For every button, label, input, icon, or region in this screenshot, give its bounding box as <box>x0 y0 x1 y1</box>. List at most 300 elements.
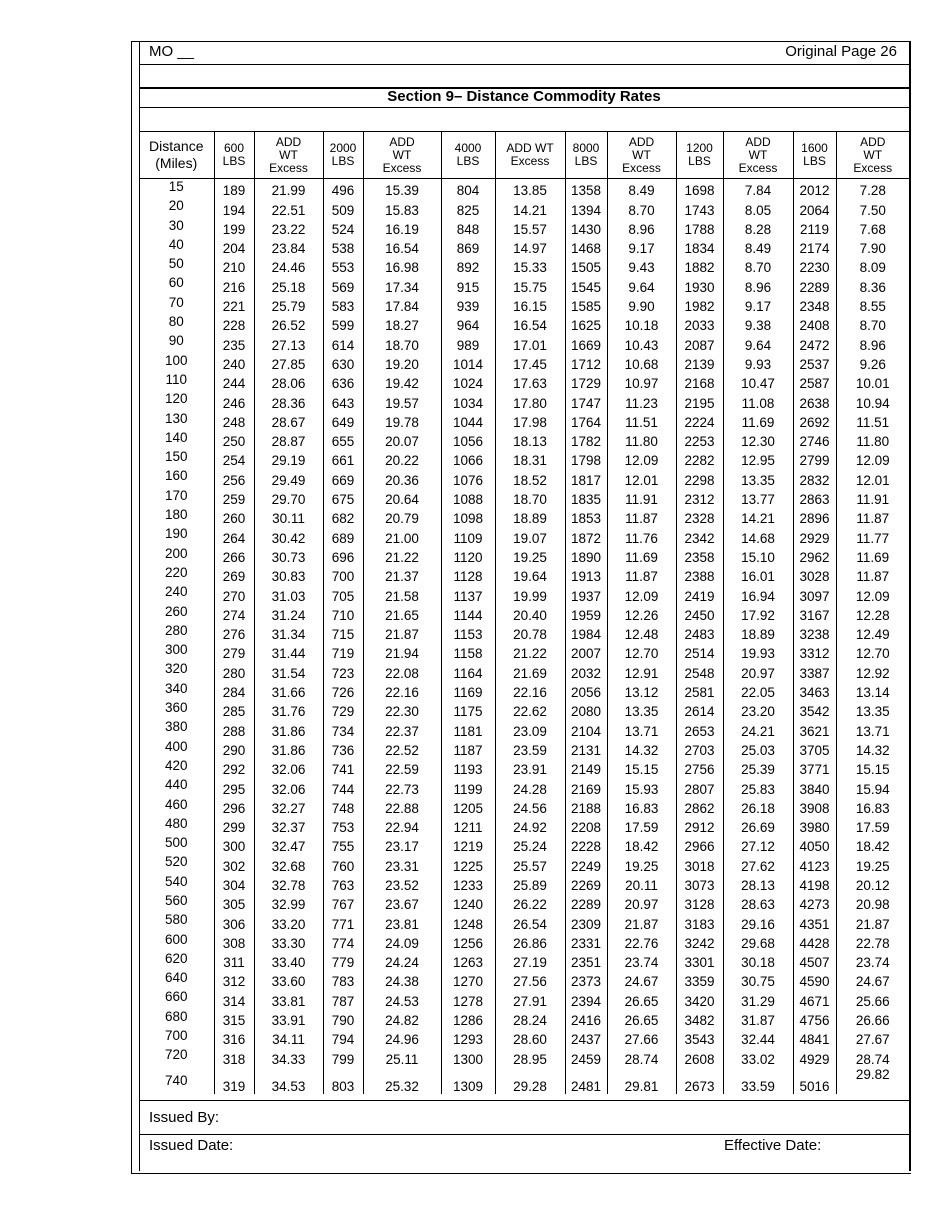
rate-cell: 1056 <box>441 430 495 449</box>
rate-cell: 2896 <box>793 507 836 526</box>
rate-cell: 1144 <box>441 604 495 623</box>
rate-cell: 2104 <box>565 719 607 738</box>
rate-cell: 292 <box>214 758 254 777</box>
rate-cell: 614 <box>323 333 363 352</box>
rate-cell: 24.24 <box>363 951 441 970</box>
rate-cell: 892 <box>441 256 495 275</box>
rate-cell: 254 <box>214 449 254 468</box>
rate-cell: 33.81 <box>254 989 323 1008</box>
rate-cell: 23.31 <box>363 854 441 873</box>
rate-cell: 23.59 <box>495 739 565 758</box>
rate-cell: 939 <box>441 295 495 314</box>
table-row <box>139 372 909 391</box>
rate-cell: 2282 <box>676 449 723 468</box>
rate-cell: 14.32 <box>607 739 676 758</box>
rate-cell: 288 <box>214 719 254 738</box>
rate-cell: 23.22 <box>254 218 323 237</box>
rate-cell: 194 <box>214 198 254 217</box>
rate-cell: 31.86 <box>254 739 323 758</box>
rate-cell: 221 <box>214 295 254 314</box>
rate-cell: 25.39 <box>723 758 793 777</box>
distance-cell: 140 <box>164 429 188 445</box>
rate-cell: 11.23 <box>607 391 676 410</box>
rate-cell: 31.44 <box>254 642 323 661</box>
rate-cell: 30.75 <box>723 970 793 989</box>
rate-cell: 1175 <box>441 700 495 719</box>
rate-cell: 21.69 <box>495 661 565 680</box>
rate-cell: 296 <box>214 797 254 816</box>
rate-cell: 3705 <box>793 739 836 758</box>
distance-cell: 200 <box>164 545 188 561</box>
rate-cell: 27.91 <box>495 989 565 1008</box>
rate-cell: 30.11 <box>254 507 323 526</box>
rate-cell: 1625 <box>565 314 607 333</box>
rate-cell: 2483 <box>676 623 723 642</box>
rate-cell: 15.39 <box>363 179 441 199</box>
rate-cell: 266 <box>214 546 254 565</box>
table-row <box>139 1009 909 1028</box>
rate-cell: 2807 <box>676 777 723 796</box>
rate-cell: 1788 <box>676 218 723 237</box>
table-row <box>139 333 909 352</box>
rate-cell: 11.80 <box>836 430 909 449</box>
rate-cell: 744 <box>323 777 363 796</box>
rate-cell: 19.57 <box>363 391 441 410</box>
rate-cell: 964 <box>441 314 495 333</box>
rate-cell: 11.87 <box>607 565 676 584</box>
distance-cell: 100 <box>164 352 188 368</box>
rate-cell: 12.49 <box>836 623 909 642</box>
rate-cell: 21.22 <box>363 546 441 565</box>
rate-cell: 18.13 <box>495 430 565 449</box>
rate-cell: 33.30 <box>254 932 323 951</box>
rate-cell: 299 <box>214 816 254 835</box>
rate-cell: 2472 <box>793 333 836 352</box>
rate-cell: 19.25 <box>836 854 909 873</box>
rate-cell: 1076 <box>441 468 495 487</box>
rate-cell: 2514 <box>676 642 723 661</box>
rate-cell: 3018 <box>676 854 723 873</box>
table-row <box>139 893 909 912</box>
rate-cell: 2033 <box>676 314 723 333</box>
rate-cell: 1835 <box>565 488 607 507</box>
rate-cell: 13.12 <box>607 681 676 700</box>
rate-cell: 8.70 <box>836 314 909 333</box>
rate-cell: 21.58 <box>363 584 441 603</box>
distance-cell: 60 <box>168 275 184 291</box>
rate-cell: 1937 <box>565 584 607 603</box>
rate-cell: 32.99 <box>254 893 323 912</box>
rate-cell: 29.49 <box>254 468 323 487</box>
rate-cell: 17.63 <box>495 372 565 391</box>
column-header-line: Distance <box>149 138 204 154</box>
column-header <box>139 132 214 179</box>
rate-cell: 22.51 <box>254 198 323 217</box>
rate-cell: 682 <box>323 507 363 526</box>
commodity-rates-table <box>139 132 909 1094</box>
rate-cell: 1545 <box>565 275 607 294</box>
rate-cell: 33.60 <box>254 970 323 989</box>
distance-cell: 400 <box>164 738 188 754</box>
rate-cell: 33.91 <box>254 1009 323 1028</box>
rate-cell: 9.17 <box>723 295 793 314</box>
rate-cell: 210 <box>214 256 254 275</box>
issued-date-label: Issued Date: <box>149 1137 234 1154</box>
rate-cell: 2419 <box>676 584 723 603</box>
rate-cell: 304 <box>214 874 254 893</box>
rate-cell: 20.78 <box>495 623 565 642</box>
rate-cell: 17.92 <box>723 604 793 623</box>
rate-cell: 308 <box>214 932 254 951</box>
rate-cell: 1193 <box>441 758 495 777</box>
distance-cell: 50 <box>168 256 184 272</box>
rate-cell: 13.35 <box>723 468 793 487</box>
rate-cell: 30.18 <box>723 951 793 970</box>
rate-cell: 246 <box>214 391 254 410</box>
rate-cell: 2087 <box>676 333 723 352</box>
rate-cell: 29.81 <box>607 1067 676 1094</box>
rate-cell: 1187 <box>441 739 495 758</box>
rate-cell: 2149 <box>565 758 607 777</box>
rate-cell: 2746 <box>793 430 836 449</box>
column-header-line: ADD <box>275 134 302 149</box>
rate-cell: 1286 <box>441 1009 495 1028</box>
rate-cell: 10.01 <box>836 372 909 391</box>
rate-cell: 270 <box>214 584 254 603</box>
rate-cell: 17.34 <box>363 275 441 294</box>
rate-cell: 12.09 <box>607 449 676 468</box>
rate-cell: 17.98 <box>495 411 565 430</box>
rate-cell: 2208 <box>565 816 607 835</box>
rate-cell: 915 <box>441 275 495 294</box>
rate-cell: 1128 <box>441 565 495 584</box>
rate-cell: 2119 <box>793 218 836 237</box>
rate-cell: 10.47 <box>723 372 793 391</box>
rate-cell: 19.07 <box>495 526 565 545</box>
distance-cell: 560 <box>164 892 188 908</box>
table-row <box>139 604 909 623</box>
rate-cell: 18.89 <box>723 623 793 642</box>
rate-cell: 30.83 <box>254 565 323 584</box>
rate-cell: 599 <box>323 314 363 333</box>
table-row <box>139 179 909 199</box>
rate-cell: 9.64 <box>723 333 793 352</box>
rate-cell: 26.65 <box>607 1009 676 1028</box>
rate-cell: 22.62 <box>495 700 565 719</box>
table-row <box>139 546 909 565</box>
rate-cell: 2832 <box>793 468 836 487</box>
rate-cell: 11.08 <box>723 391 793 410</box>
column-header-line: Excess <box>382 160 422 175</box>
distance-cell: 580 <box>164 912 188 928</box>
distance-cell: 240 <box>164 584 188 600</box>
rate-cell: 790 <box>323 1009 363 1028</box>
rate-cell: 12.70 <box>607 642 676 661</box>
rate-cell: 696 <box>323 546 363 565</box>
table-row <box>139 314 909 333</box>
rate-cell: 20.98 <box>836 893 909 912</box>
rate-cell: 2312 <box>676 488 723 507</box>
rate-cell: 3420 <box>676 989 723 1008</box>
rate-cell: 12.09 <box>836 584 909 603</box>
rate-cell: 8.96 <box>607 218 676 237</box>
rate-cell: 2328 <box>676 507 723 526</box>
table-row <box>139 198 909 217</box>
rate-cell: 19.64 <box>495 565 565 584</box>
rate-cell: 23.91 <box>495 758 565 777</box>
column-header <box>323 132 363 179</box>
distance-cell: 520 <box>164 854 188 870</box>
distance-cell: 440 <box>164 777 188 793</box>
rate-cell: 20.64 <box>363 488 441 507</box>
rate-cell: 8.49 <box>607 179 676 199</box>
rate-cell: 11.91 <box>836 488 909 507</box>
rate-cell: 29.68 <box>723 932 793 951</box>
rate-cell: 4507 <box>793 951 836 970</box>
table-row <box>139 912 909 931</box>
rate-cell: 649 <box>323 411 363 430</box>
rate-cell: 1930 <box>676 275 723 294</box>
rate-cell: 1109 <box>441 526 495 545</box>
rate-cell: 2298 <box>676 468 723 487</box>
rate-cell: 2929 <box>793 526 836 545</box>
rate-cell: 23.67 <box>363 893 441 912</box>
rate-cell: 3301 <box>676 951 723 970</box>
rate-cell: 2064 <box>793 198 836 217</box>
rate-cell: 11.87 <box>836 507 909 526</box>
column-header <box>214 132 254 179</box>
column-header-line: WT <box>863 147 883 162</box>
rate-cell: 5016 <box>793 1067 836 1094</box>
rate-cell: 1088 <box>441 488 495 507</box>
rate-cell: 24.67 <box>836 970 909 989</box>
rate-cell: 264 <box>214 526 254 545</box>
distance-cell: 320 <box>164 661 188 677</box>
distance-cell: 660 <box>164 989 188 1005</box>
rate-cell: 15.10 <box>723 546 793 565</box>
column-header-line: Excess <box>853 160 893 175</box>
rate-cell: 259 <box>214 488 254 507</box>
rate-cell: 734 <box>323 719 363 738</box>
rate-cell: 3463 <box>793 681 836 700</box>
issued-by-label: Issued By: <box>149 1109 220 1126</box>
rate-cell: 20.07 <box>363 430 441 449</box>
rate-cell: 10.43 <box>607 333 676 352</box>
table-row <box>139 816 909 835</box>
rate-cell: 1153 <box>441 623 495 642</box>
rate-cell: 29.16 <box>723 912 793 931</box>
rate-cell: 17.01 <box>495 333 565 352</box>
table-row <box>139 739 909 758</box>
rate-cell: 2416 <box>565 1009 607 1028</box>
rate-cell: 199 <box>214 218 254 237</box>
column-header <box>793 132 836 179</box>
distance-cell: 30 <box>168 217 184 233</box>
rate-cell: 2131 <box>565 739 607 758</box>
table-row <box>139 256 909 275</box>
rate-cell: 4123 <box>793 854 836 873</box>
rate-cell: 19.25 <box>495 546 565 565</box>
column-header <box>607 132 676 179</box>
distance-cell: 70 <box>168 294 184 310</box>
rate-cell: 569 <box>323 275 363 294</box>
rate-cell: 24.96 <box>363 1028 441 1047</box>
rate-cell: 636 <box>323 372 363 391</box>
distance-cell: 280 <box>164 622 188 638</box>
rate-cell: 319 <box>214 1067 254 1094</box>
rate-cell: 2224 <box>676 411 723 430</box>
rate-cell: 2459 <box>565 1047 607 1066</box>
distance-cell: 700 <box>164 1028 188 1044</box>
rate-cell: 25.83 <box>723 777 793 796</box>
rate-cell: 31.87 <box>723 1009 793 1028</box>
rate-cell: 2056 <box>565 681 607 700</box>
rate-cell: 1834 <box>676 237 723 256</box>
rate-cell: 316 <box>214 1028 254 1047</box>
rate-cell: 20.97 <box>723 661 793 680</box>
rate-cell: 2269 <box>565 874 607 893</box>
table-row <box>139 758 909 777</box>
rate-cell: 771 <box>323 912 363 931</box>
rate-cell: 12.01 <box>836 468 909 487</box>
rate-cell: 1743 <box>676 198 723 217</box>
distance-cell: 340 <box>164 680 188 696</box>
rate-cell: 13.35 <box>607 700 676 719</box>
rate-cell: 1817 <box>565 468 607 487</box>
rate-cell: 29.28 <box>495 1067 565 1094</box>
distance-cell: 110 <box>165 371 188 387</box>
rate-cell: 7.68 <box>836 218 909 237</box>
rate-cell: 3542 <box>793 700 836 719</box>
rate-cell: 21.94 <box>363 642 441 661</box>
rate-cell: 285 <box>214 700 254 719</box>
rate-cell: 27.62 <box>723 854 793 873</box>
column-header-line: ADD <box>860 134 886 149</box>
rate-cell: 1669 <box>565 333 607 352</box>
rate-cell: 748 <box>323 797 363 816</box>
rate-cell: 630 <box>323 353 363 372</box>
rate-cell: 11.87 <box>836 565 909 584</box>
rate-cell: 1278 <box>441 989 495 1008</box>
rate-cell: 2587 <box>793 372 836 391</box>
rate-cell: 31.34 <box>254 623 323 642</box>
column-header-line: LBS <box>222 154 246 168</box>
rate-cell: 1890 <box>565 546 607 565</box>
rate-cell: 2195 <box>676 391 723 410</box>
rate-cell: 18.42 <box>607 835 676 854</box>
rate-cell: 14.68 <box>723 526 793 545</box>
column-header <box>676 132 723 179</box>
rate-cell: 20.22 <box>363 449 441 468</box>
rate-cell: 27.56 <box>495 970 565 989</box>
rate-cell: 33.20 <box>254 912 323 931</box>
rate-cell: 7.50 <box>836 198 909 217</box>
column-header-line: WT <box>279 147 298 162</box>
rate-cell: 4050 <box>793 835 836 854</box>
rate-cell: 1782 <box>565 430 607 449</box>
rate-cell: 314 <box>214 989 254 1008</box>
distance-cell: 15 <box>168 179 184 194</box>
rate-cell: 2756 <box>676 758 723 777</box>
rate-cell: 32.44 <box>723 1028 793 1047</box>
rate-cell: 29.82 <box>836 1067 909 1094</box>
rate-cell: 3167 <box>793 604 836 623</box>
rate-cell: 8.96 <box>723 275 793 294</box>
rate-cell: 11.77 <box>836 526 909 545</box>
rate-cell: 16.83 <box>607 797 676 816</box>
rate-cell: 9.90 <box>607 295 676 314</box>
rate-cell: 24.82 <box>363 1009 441 1028</box>
rate-cell: 12.28 <box>836 604 909 623</box>
rate-cell: 661 <box>323 449 363 468</box>
rate-cell: 848 <box>441 218 495 237</box>
column-header <box>723 132 793 179</box>
rate-cell: 244 <box>214 372 254 391</box>
rate-cell: 32.78 <box>254 874 323 893</box>
distance-cell: 540 <box>164 873 188 889</box>
rate-cell: 235 <box>214 333 254 352</box>
rate-cell: 1181 <box>441 719 495 738</box>
table-row <box>139 468 909 487</box>
distance-cell: 680 <box>164 1008 188 1024</box>
rate-cell: 18.27 <box>363 314 441 333</box>
rate-cell: 2394 <box>565 989 607 1008</box>
distance-cell: 130 <box>164 410 188 426</box>
rate-cell: 269 <box>214 565 254 584</box>
table-row <box>139 1067 909 1094</box>
rate-cell: 2139 <box>676 353 723 372</box>
rate-cell: 11.87 <box>607 507 676 526</box>
table-row <box>139 488 909 507</box>
column-header-line: 8000 <box>572 141 600 155</box>
rate-cell: 8.55 <box>836 295 909 314</box>
rate-cell: 14.21 <box>723 507 793 526</box>
rate-cell: 1014 <box>441 353 495 372</box>
divider-under-header <box>139 64 909 65</box>
table-row <box>139 623 909 642</box>
rate-cell: 715 <box>323 623 363 642</box>
rate-cell: 3543 <box>676 1028 723 1047</box>
column-header <box>254 132 323 179</box>
rate-cell: 2799 <box>793 449 836 468</box>
rate-cell: 4428 <box>793 932 836 951</box>
rate-cell: 1137 <box>441 584 495 603</box>
rate-cell: 22.73 <box>363 777 441 796</box>
rate-cell: 3028 <box>793 565 836 584</box>
rate-cell: 2912 <box>676 816 723 835</box>
rate-cell: 729 <box>323 700 363 719</box>
rate-cell: 17.84 <box>363 295 441 314</box>
rate-cell: 4756 <box>793 1009 836 1028</box>
rate-cell: 669 <box>323 468 363 487</box>
rate-cell: 13.77 <box>723 488 793 507</box>
rate-cell: 16.19 <box>363 218 441 237</box>
rate-cell: 553 <box>323 256 363 275</box>
rate-cell: 1798 <box>565 449 607 468</box>
table-row <box>139 932 909 951</box>
rate-cell: 32.37 <box>254 816 323 835</box>
column-header-line: 1600 <box>801 141 828 155</box>
rate-cell: 8.28 <box>723 218 793 237</box>
rate-cell: 276 <box>214 623 254 642</box>
rate-cell: 14.97 <box>495 237 565 256</box>
rate-cell: 3183 <box>676 912 723 931</box>
rate-cell: 2863 <box>793 488 836 507</box>
rate-cell: 13.71 <box>607 719 676 738</box>
distance-cell: 20 <box>168 198 184 214</box>
rate-cell: 774 <box>323 932 363 951</box>
rate-cell: 260 <box>214 507 254 526</box>
